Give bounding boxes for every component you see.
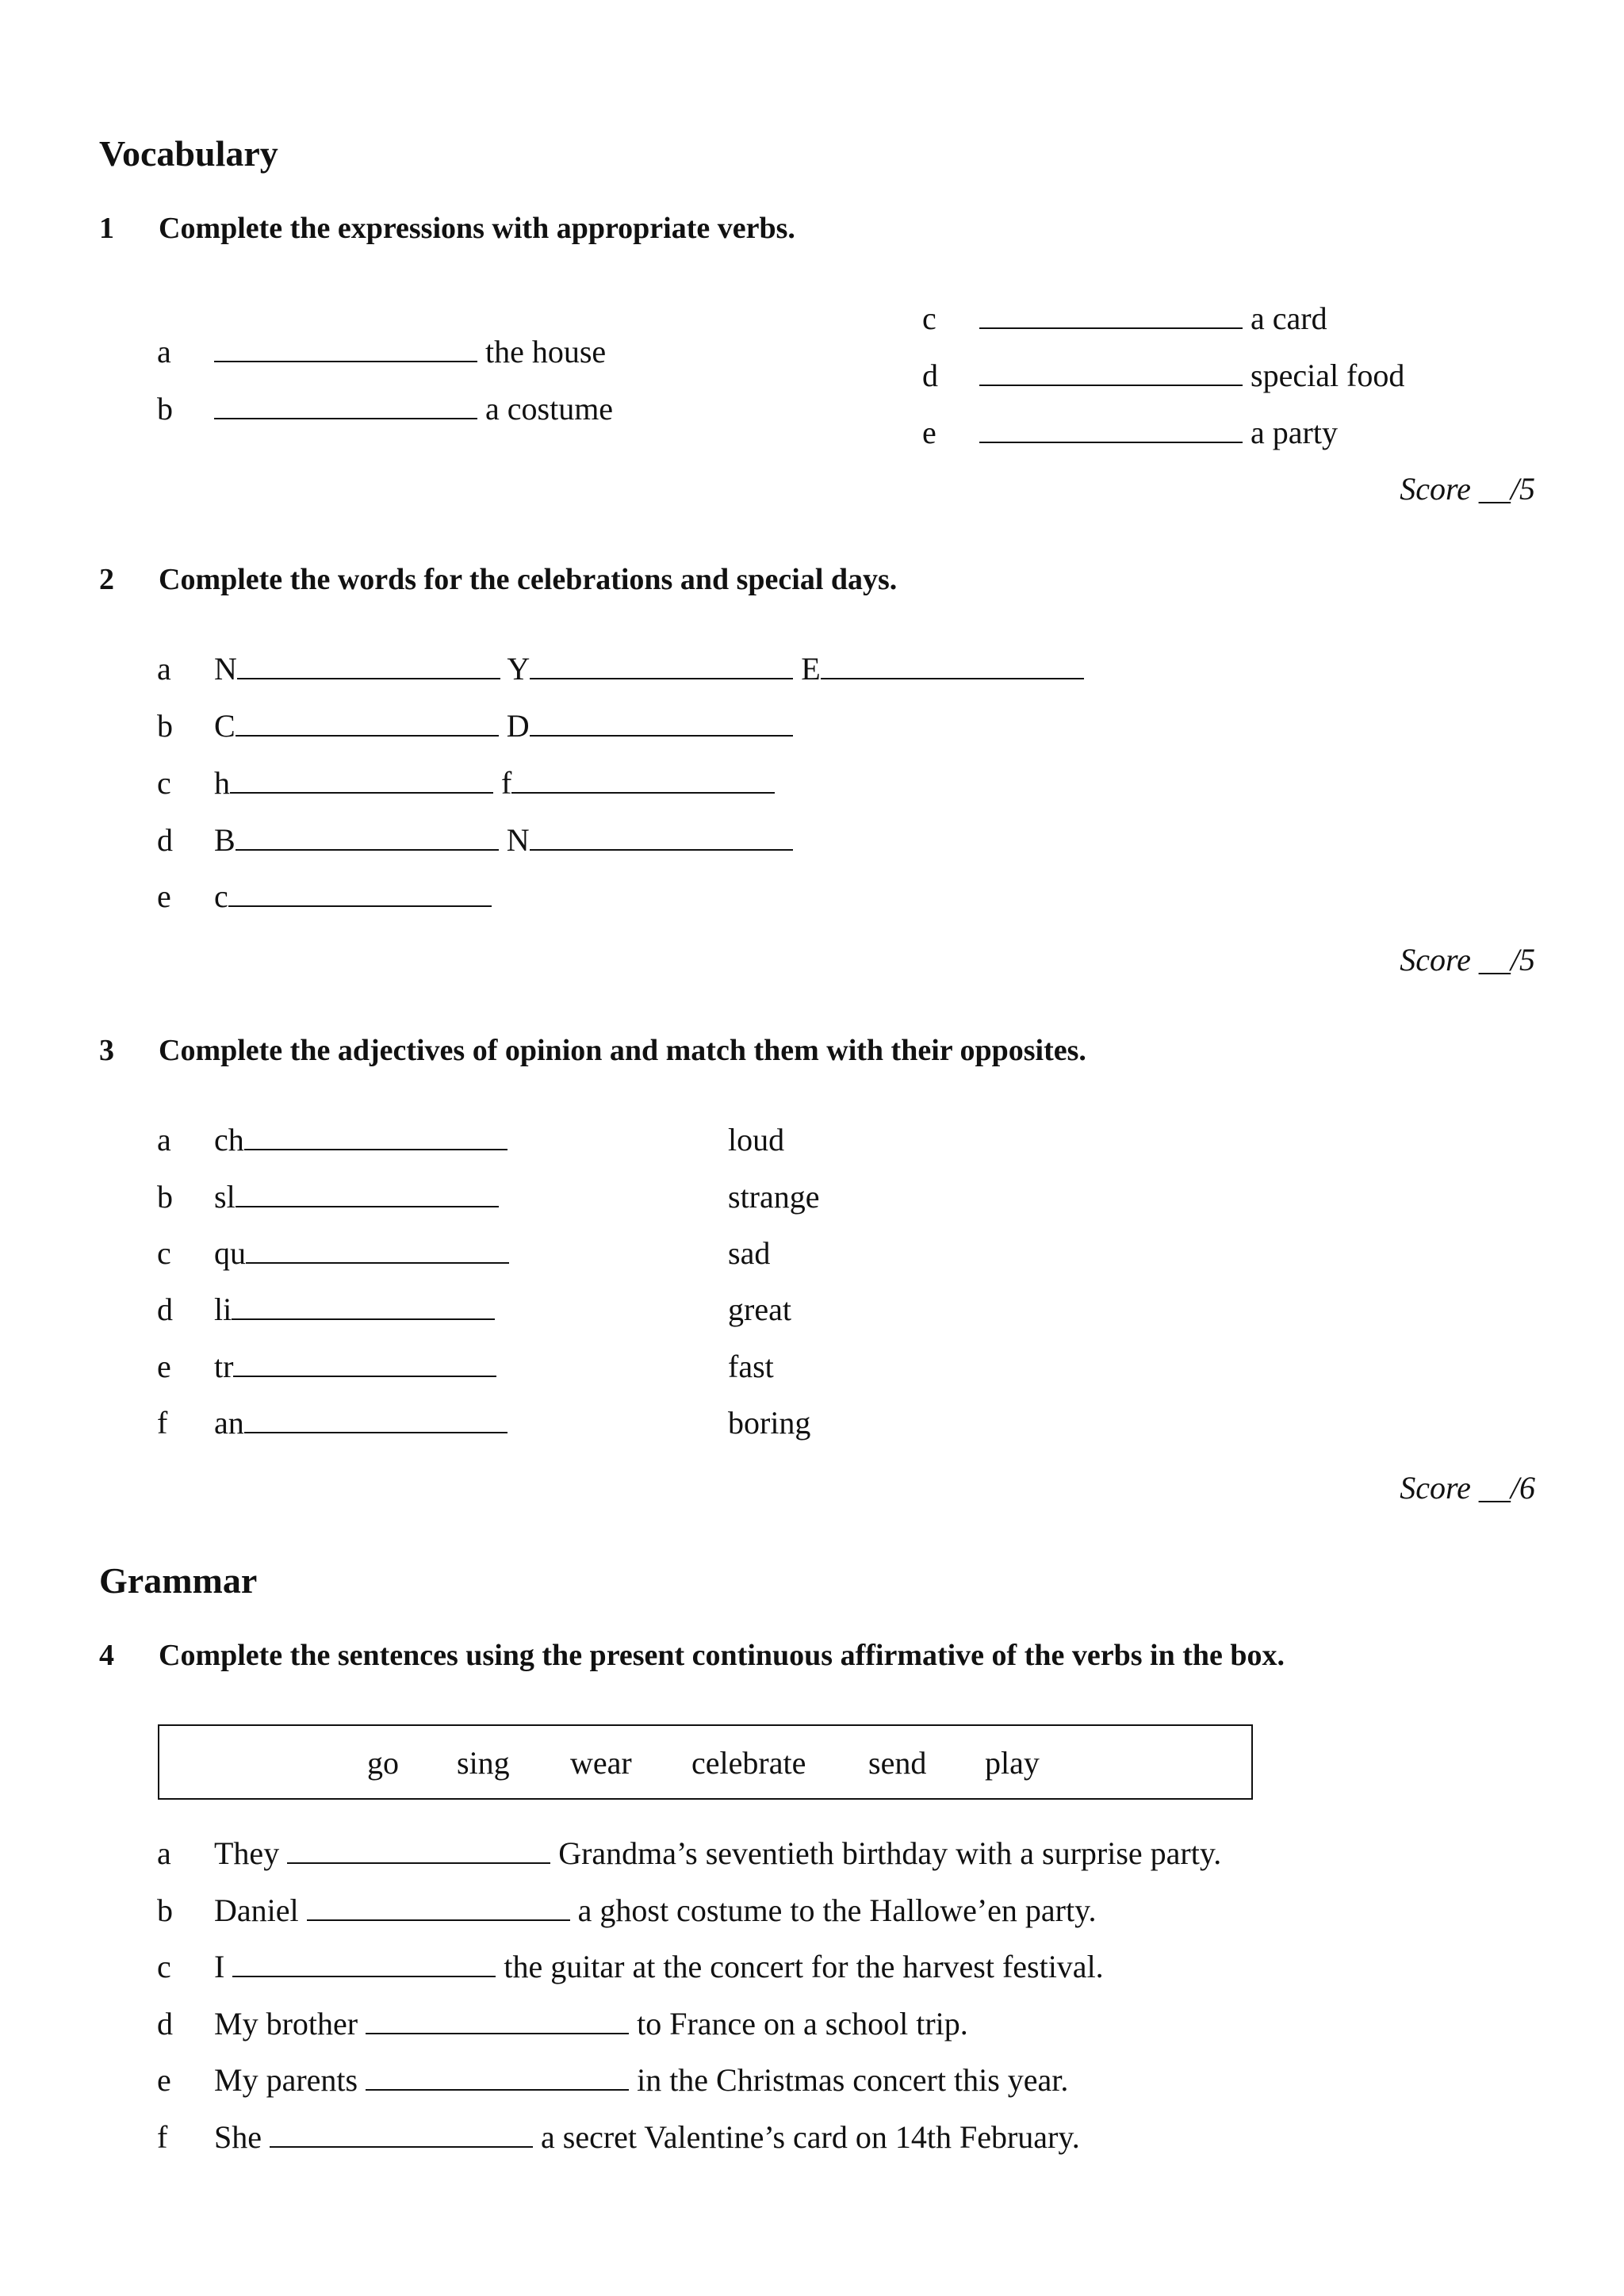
word-start: Y: [507, 651, 530, 687]
answer-blank[interactable]: [979, 327, 1243, 329]
word-start: c: [214, 878, 228, 914]
answer-blank[interactable]: [244, 1148, 508, 1150]
word-start: tr: [214, 1349, 234, 1384]
opposite-word: boring: [728, 1405, 811, 1441]
item-letter: d: [157, 1292, 173, 1327]
item-letter: a: [157, 1835, 171, 1871]
list-item: [214, 1178, 499, 1215]
word-start: an: [214, 1405, 244, 1441]
list-item: [979, 300, 1327, 337]
box-word: celebrate: [691, 1745, 806, 1781]
expression-text: the house: [485, 334, 607, 369]
box-word: send: [868, 1745, 927, 1781]
answer-blank[interactable]: [530, 848, 793, 851]
item-letter: f: [157, 2119, 168, 2155]
sentence-start: I: [214, 1949, 225, 1984]
list-item: [214, 821, 793, 859]
answer-blank[interactable]: [236, 1205, 499, 1207]
item-letter: c: [157, 1235, 171, 1271]
item-letter: c: [157, 1949, 171, 1984]
answer-blank[interactable]: [233, 1375, 496, 1377]
answer-blank[interactable]: [232, 1975, 496, 1977]
word-start: ch: [214, 1122, 244, 1158]
sentence-end: the guitar at the concert for the harvest festival.: [504, 1949, 1104, 1984]
expression-text: a party: [1251, 415, 1338, 450]
box-word: play: [985, 1745, 1040, 1781]
answer-blank[interactable]: [821, 677, 1084, 679]
word-start: N: [214, 651, 237, 687]
answer-blank[interactable]: [232, 1318, 495, 1320]
item-letter: f: [157, 1405, 168, 1441]
word-start: li: [214, 1292, 232, 1327]
expression-text: a costume: [485, 391, 614, 427]
answer-blank[interactable]: [530, 734, 793, 737]
item-letter: c: [922, 300, 936, 336]
sentence-start: They: [214, 1835, 280, 1871]
answer-blank[interactable]: [214, 417, 477, 419]
score-label: Score __/5: [1400, 471, 1535, 507]
item-letter: a: [157, 334, 171, 369]
sentence: [214, 2118, 1080, 2156]
answer-blank[interactable]: [246, 1261, 509, 1264]
question-instruction: Complete the expressions with appropriate verbs.: [159, 212, 795, 245]
sentence: [214, 2061, 1068, 2099]
sentence-start: She: [214, 2119, 262, 2155]
expression-text: special food: [1251, 358, 1405, 393]
sentence-end: Grandma’s seventieth birthday with a surprise party.: [558, 1835, 1222, 1871]
item-letter: d: [157, 2006, 173, 2042]
question-number: 1: [99, 212, 114, 245]
question-instruction: Complete the adjectives of opinion and match them with their opposites.: [159, 1034, 1086, 1067]
opposite-word: great: [728, 1292, 791, 1327]
question-instruction: Complete the words for the celebrations and special days.: [159, 563, 898, 596]
answer-blank[interactable]: [244, 1431, 508, 1433]
box-word: go: [367, 1745, 399, 1781]
answer-blank[interactable]: [511, 791, 775, 794]
answer-blank[interactable]: [237, 677, 500, 679]
question-number: 2: [99, 563, 114, 596]
sentence-start: My brother: [214, 2006, 358, 2042]
item-letter: e: [157, 2062, 171, 2098]
sentence-start: Daniel: [214, 1892, 299, 1928]
item-letter: b: [157, 1179, 173, 1215]
answer-blank[interactable]: [236, 848, 499, 851]
list-item: [214, 764, 775, 802]
item-letter: b: [157, 391, 173, 427]
item-letter: d: [157, 822, 173, 858]
expression-text: a card: [1251, 300, 1327, 336]
box-word: wear: [570, 1745, 632, 1781]
answer-blank[interactable]: [230, 791, 493, 794]
sentence-end: a secret Valentine’s card on 14th February.: [541, 2119, 1080, 2155]
answer-blank[interactable]: [979, 441, 1243, 443]
word-start: B: [214, 822, 236, 858]
box-word: sing: [457, 1745, 510, 1781]
score-label: Score __/6: [1400, 1470, 1535, 1506]
item-letter: e: [157, 1349, 171, 1384]
opposite-word: sad: [728, 1235, 771, 1271]
list-item: [214, 707, 793, 744]
item-letter: e: [157, 878, 171, 914]
answer-blank[interactable]: [979, 384, 1243, 386]
item-letter: b: [157, 708, 173, 744]
sentence: [214, 1892, 1097, 1929]
item-letter: d: [922, 358, 938, 393]
word-start: sl: [214, 1179, 236, 1215]
item-letter: e: [922, 415, 936, 450]
opposite-word: strange: [728, 1179, 820, 1215]
answer-blank[interactable]: [270, 2145, 533, 2148]
word-start: h: [214, 765, 230, 801]
answer-blank[interactable]: [366, 2088, 629, 2091]
word-start: E: [801, 651, 821, 687]
word-start: f: [501, 765, 512, 801]
sentence-end: to France on a school trip.: [637, 2006, 968, 2042]
item-letter: a: [157, 651, 171, 687]
list-item: [214, 1404, 508, 1441]
list-item: [214, 878, 492, 915]
opposite-word: loud: [728, 1122, 785, 1158]
item-letter: a: [157, 1122, 171, 1158]
word-start: C: [214, 708, 236, 744]
answer-blank[interactable]: [214, 360, 477, 362]
sentence-end: in the Christmas concert this year.: [637, 2062, 1069, 2098]
question-instruction: Complete the sentences using the present continuous affirmative of the verbs in the box.: [159, 1639, 1285, 1672]
list-item: [214, 333, 606, 370]
question-number: 3: [99, 1034, 114, 1067]
list-item: [214, 1348, 496, 1385]
word-start: D: [506, 708, 530, 744]
list-item: [214, 1234, 509, 1272]
list-item: [979, 414, 1338, 451]
sentence: [214, 1835, 1221, 1872]
section-heading-vocabulary: Vocabulary: [99, 133, 278, 174]
list-item: [214, 1291, 495, 1328]
opposite-word: fast: [728, 1349, 774, 1384]
sentence-start: My parents: [214, 2062, 358, 2098]
list-item: [979, 357, 1404, 394]
word-start: qu: [214, 1235, 246, 1271]
answer-blank[interactable]: [228, 905, 492, 907]
answer-blank[interactable]: [287, 1862, 550, 1864]
sentence: [214, 2005, 968, 2042]
word-start: N: [506, 822, 530, 858]
section-heading-grammar: Grammar: [99, 1560, 258, 1601]
answer-blank[interactable]: [530, 677, 793, 679]
item-letter: b: [157, 1892, 173, 1928]
score-label: Score __/5: [1400, 942, 1535, 978]
list-item: [214, 650, 1084, 687]
list-item: [214, 390, 613, 427]
item-letter: c: [157, 765, 171, 801]
list-item: [214, 1121, 508, 1158]
sentence-end: a ghost costume to the Hallowe’en party.: [577, 1892, 1097, 1928]
answer-blank[interactable]: [307, 1919, 570, 1921]
answer-blank[interactable]: [236, 734, 499, 737]
answer-blank[interactable]: [366, 2032, 629, 2034]
question-number: 4: [99, 1639, 114, 1672]
sentence: [214, 1948, 1104, 1985]
